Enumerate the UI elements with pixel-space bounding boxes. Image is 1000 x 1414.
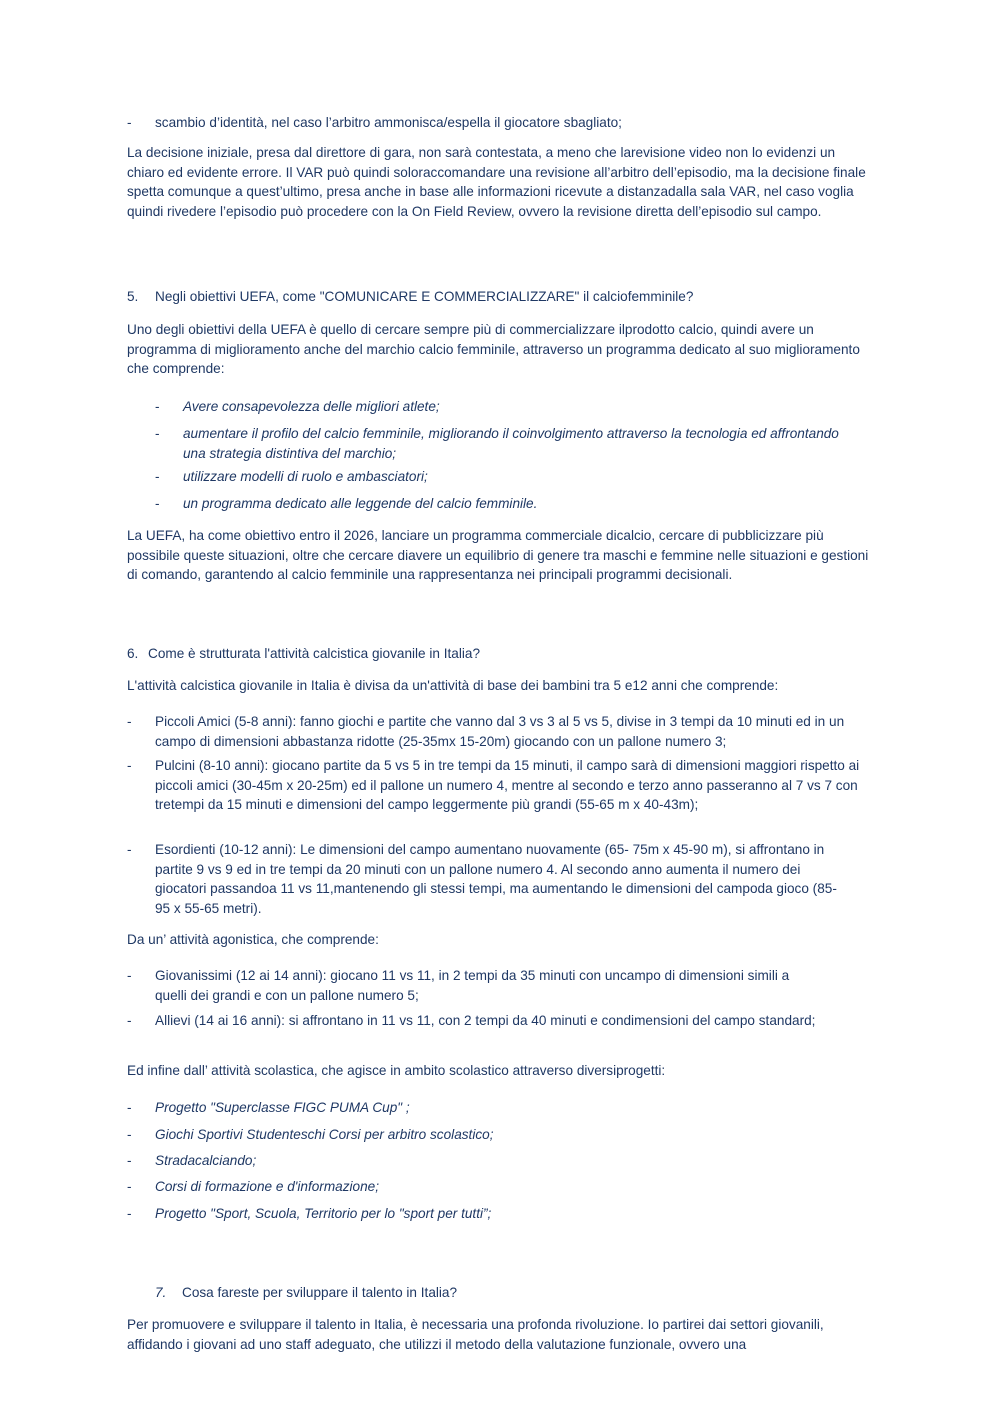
question-number: 5. (127, 289, 139, 304)
list-dash: - (127, 115, 132, 130)
list-dash: - (127, 1013, 132, 1028)
list-item: Allievi (14 ai 16 anni): si affrontano in 11 vs 11, con 2 tempi da 40 minuti e condimensioni del campo standard; (155, 1013, 816, 1028)
list-item: Giovanissimi (12 ai 14 anni): giocano 11 vs 11, in 2 tempi da 35 minuti con uncampo di dimensioni simili a quelli dei grandi e con un pallone numero 5; (155, 968, 790, 1003)
list-dash: - (127, 714, 132, 729)
list-item: Pulcini (8-10 anni): giocano partite da 5 vs 5 in tre tempi da 15 minuti, il campo sarà di dimensioni maggiori rispetto ai piccoli amici (30-45m x 20-25m) ed il pallone un numero 4, mentre al secondo e terzo anno passeranno al 7 vs 7 con tretempi da 15 minuti e dimensioni del campo leggermente più grandi (55-65 m x 40-43m); (155, 758, 860, 812)
list-dash: - (127, 842, 132, 857)
paragraph-uefa-outro: La UEFA, ha come obiettivo entro il 2026, lanciare un programma commerciale dicalcio, cercare di pubblicizzare più possibile queste situazioni, oltre che cercare diavere un equilibrio di genere tra maschi e femmine nelle situazioni e gestioni di comando, garantendo al calcio femminile una rappresentanza nei principali programmi decisionali. (127, 528, 869, 582)
list-item: utilizzare modelli di ruolo e ambasciatori; (183, 469, 428, 484)
question-number: 7. (155, 1285, 167, 1300)
question-heading: Cosa fareste per sviluppare il talento in Italia? (182, 1285, 458, 1300)
paragraph-scolastica: Ed infine dall’ attività scolastica, che agisce in ambito scolastico attraverso diversiprogetti: (127, 1063, 666, 1078)
list-item: Piccoli Amici (5-8 anni): fanno giochi e partite che vanno dal 3 vs 3 al 5 vs 5, divise in 3 tempi da 10 minuti ed in un campo di dimensioni abbastanza ridotte (25-35mx 15-20m) giocando con un pallone numero 3; (155, 714, 845, 749)
list-item: aumentare il profilo del calcio femminile, migliorando il coinvolgimento attraverso la tecnologia ed affrontando una strategia distintiva del marchio; (183, 426, 839, 461)
paragraph-var: La decisione iniziale, presa dal direttore di gara, non sarà contestata, a meno che larevisione video non lo evidenzi un chiaro ed evidente errore. Il VAR può quindi soloraccomandare una revisione all’arbitro dell’episodio, ma la decisione finale spetta comunque a quest’ultimo, presa anche in base alle informazioni ricevute a distanzadalla sala VAR, nel caso voglia quindi rivedere l’episodio può procedere con la On Field Review, ovvero la revisione diretta dell’episodio sul campo. (127, 145, 866, 219)
list-item: scambio d’identità, nel caso l’arbitro ammonisca/espella il giocatore sbagliato; (155, 115, 622, 130)
list-dash: - (127, 1100, 132, 1115)
list-dash: - (127, 1153, 132, 1168)
paragraph-agonistica: Da un’ attività agonistica, che comprende: (127, 932, 379, 947)
list-dash: - (127, 1179, 132, 1194)
list-item: Avere consapevolezza delle migliori atlete; (183, 399, 440, 414)
question-heading: Negli obiettivi UEFA, come "COMUNICARE E COMMERCIALIZZARE" il calciofemminile? (155, 289, 694, 304)
list-dash: - (127, 1127, 132, 1142)
list-dash: - (127, 968, 132, 983)
list-item: Giochi Sportivi Studenteschi Corsi per arbitro scolastico; (155, 1127, 494, 1142)
paragraph-uefa-intro: Uno degli obiettivi della UEFA è quello di cercare sempre più di commercializzare ilprodotto calcio, quindi avere un programma di miglioramento anche del marchio calcio femminile, attraverso un programma dedicato al suo miglioramento che comprende: (127, 322, 860, 376)
list-item: Stradacalciando; (155, 1153, 257, 1168)
list-item: Progetto "Superclasse FIGC PUMA Cup" ; (155, 1100, 410, 1115)
paragraph-talento: Per promuovere e sviluppare il talento in Italia, è necessaria una profonda rivoluzione. Io partirei dai settori giovanili, affidando i giovani ad uno staff adeguato, che utilizzi il metodo della valutazione funzionale, ovvero una (127, 1317, 824, 1352)
question-number: 6. (127, 646, 139, 661)
list-item: Progetto "Sport, Scuola, Territorio per lo "sport per tutti”; (155, 1206, 492, 1221)
list-dash: - (155, 469, 160, 484)
list-item: un programma dedicato alle leggende del calcio femminile. (183, 496, 538, 511)
list-dash: - (155, 496, 160, 511)
question-heading: Come è strutturata l'attività calcistica giovanile in Italia? (148, 646, 481, 661)
list-dash: - (127, 1206, 132, 1221)
list-dash: - (155, 399, 160, 414)
list-item: Esordienti (10-12 anni): Le dimensioni del campo aumentano nuovamente (65- 75m x 45-90 m), si affrontano in partite 9 vs 9 ed in tre tempi da 20 minuti con un pallone numero 4. Al secondo anno aumenta il numero dei giocatori passandoa 11 vs 11,mantenendo gli stessi tempi, ma aumentando le dimensioni del campoda gioco (85-95 x 55-65 metri). (155, 842, 837, 916)
paragraph-giovanile-intro: L'attività calcistica giovanile in Italia è divisa da un'attività di base dei bambini tra 5 e12 anni che comprende: (127, 678, 779, 693)
list-item: Corsi di formazione e d'informazione; (155, 1179, 379, 1194)
list-dash: - (127, 758, 132, 773)
list-dash: - (155, 426, 160, 441)
